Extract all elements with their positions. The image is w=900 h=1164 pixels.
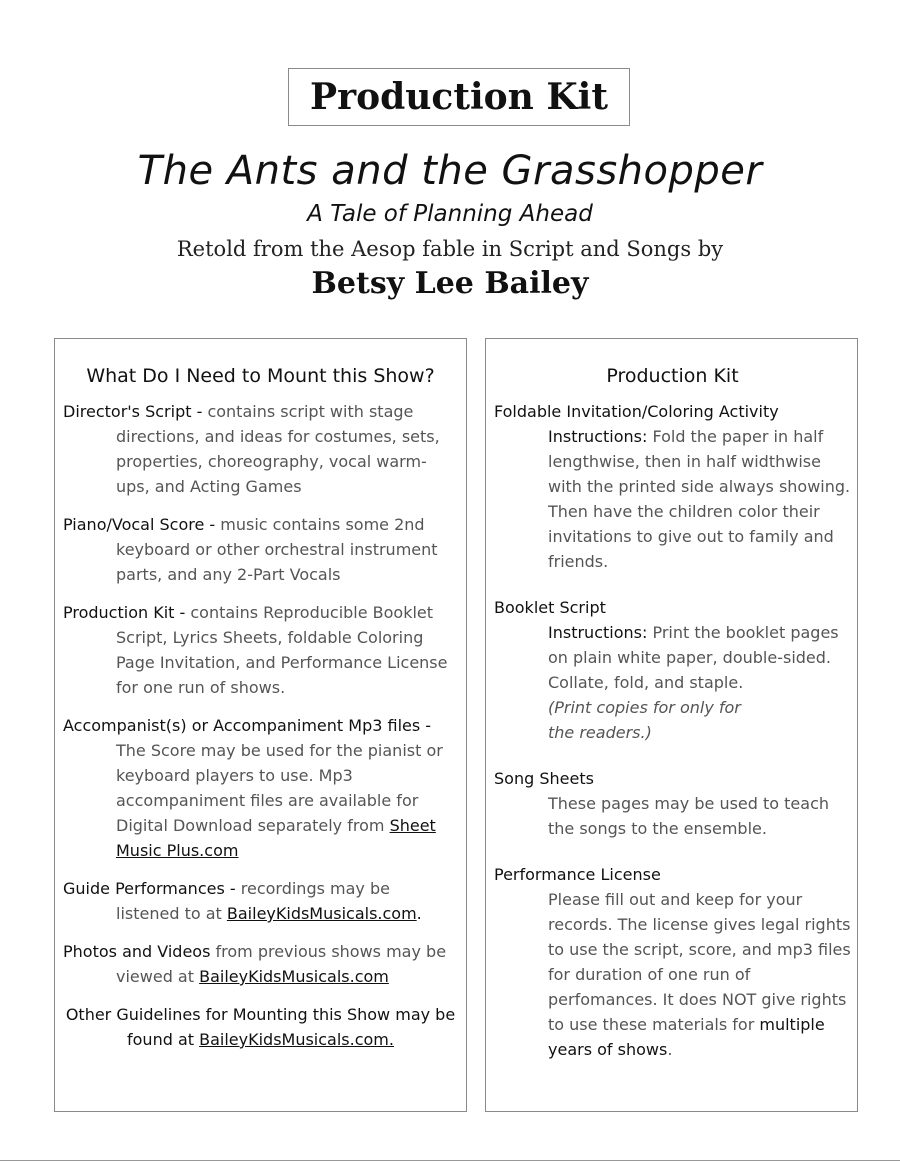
- mount-show-title: What Do I Need to Mount this Show?: [86, 365, 435, 387]
- invitation-instructions-label: Instructions:: [548, 427, 648, 446]
- booklet-heading: Booklet Script: [494, 598, 606, 617]
- accompanist-text: The Score may be used for the pianist or keyboard players to use. Mp3 accompaniment files are available for Digital Download separately from: [116, 741, 443, 835]
- other-guidelines: [63, 1002, 458, 1052]
- accompanist-entry: [63, 713, 458, 863]
- production-kit-panel-title: Production Kit: [606, 365, 739, 387]
- booklet-instructions: [494, 620, 851, 745]
- license-entry: [494, 862, 851, 1062]
- other-guidelines-link[interactable]: BaileyKidsMusicals.com.: [199, 1030, 394, 1049]
- license-period: .: [667, 1040, 673, 1059]
- piano-vocal-text: music contains some 2nd keyboard or other orchestral instrument parts, and any 2-Part Vocals: [116, 515, 438, 584]
- accompanist-heading: Accompanist(s) or Accompaniment Mp3 files -: [63, 716, 432, 735]
- production-kit-panel: [485, 338, 858, 1112]
- photos-videos-entry: [63, 939, 458, 989]
- directors-script-heading: Director's Script -: [63, 402, 203, 421]
- photos-videos-text: from previous shows may be viewed at: [116, 942, 447, 986]
- retold-line: Retold from the Aesop fable in Script and Songs by: [176, 237, 724, 261]
- sheet-music-plus-link[interactable]: Sheet Music Plus.com: [116, 816, 436, 860]
- invitation-heading: Foldable Invitation/Coloring Activity: [494, 402, 779, 421]
- booklet-note-line-1: (Print copies for only for: [548, 698, 741, 717]
- invitation-instructions-text: Fold the paper in half lengthwise, then in half widthwise with the printed side always showing. Then have the children color their invitations to give out to family and friends.: [548, 427, 851, 571]
- guide-performances-period: .: [416, 904, 422, 923]
- license-emphasis: multiple years of shows: [548, 1015, 825, 1059]
- booklet-note-line-2: the readers.): [548, 723, 652, 742]
- directors-script-entry: [63, 399, 458, 499]
- song-sheets-text: These pages may be used to teach the songs to the ensemble.: [548, 794, 830, 838]
- guide-performances-entry: [63, 876, 458, 926]
- song-sheets-heading: Song Sheets: [494, 769, 594, 788]
- author-name: Betsy Lee Bailey: [311, 266, 589, 301]
- production-kit-label: Production Kit: [310, 76, 608, 118]
- booklet-instructions-label: Instructions:: [548, 623, 648, 642]
- production-kit-box: [288, 68, 630, 126]
- photos-videos-link[interactable]: BaileyKidsMusicals.com: [199, 967, 389, 986]
- guide-performances-link[interactable]: BaileyKidsMusicals.com: [226, 904, 417, 923]
- piano-vocal-heading: Piano/Vocal Score -: [63, 515, 216, 534]
- production-kit-entry: [63, 600, 458, 700]
- directors-script-text: contains script with stage directions, and ideas for costumes, sets, properties, choreography, vocal warm-ups, and Acting Games: [116, 402, 440, 496]
- license-body: Please fill out and keep for your records. The license gives legal rights to use the script, score, and mp3 files for duration of one run of perfomances. It does NOT give rights to use these materials for: [548, 890, 851, 1034]
- piano-vocal-entry: [63, 512, 458, 587]
- other-guidelines-text: Other Guidelines for Mounting this Show may be found at: [65, 1005, 456, 1049]
- photos-videos-heading: Photos and Videos: [63, 942, 211, 961]
- booklet-instructions-text: Print the booklet pages on plain white paper, double-sided. Collate, fold, and staple.: [548, 623, 839, 692]
- invitation-instructions: [494, 424, 851, 574]
- page-subtitle: A Tale of Planning Ahead: [307, 201, 593, 227]
- mount-show-panel: [54, 338, 467, 1112]
- page-title: The Ants and the Grasshopper: [137, 148, 763, 194]
- production-kit-text: contains Reproducible Booklet Script, Lyrics Sheets, foldable Coloring Page Invitation, and Performance License for one run of shows.: [116, 603, 448, 697]
- license-text: [494, 887, 851, 1062]
- guide-performances-heading: Guide Performances -: [63, 879, 236, 898]
- invitation-entry: [494, 399, 851, 574]
- booklet-entry: [494, 595, 851, 745]
- song-sheets-entry: [494, 766, 851, 841]
- guide-performances-text: recordings may be listened to at: [116, 879, 390, 923]
- license-heading: Performance License: [494, 865, 661, 884]
- production-kit-heading: Production Kit -: [63, 603, 186, 622]
- bottom-divider: [0, 1160, 900, 1161]
